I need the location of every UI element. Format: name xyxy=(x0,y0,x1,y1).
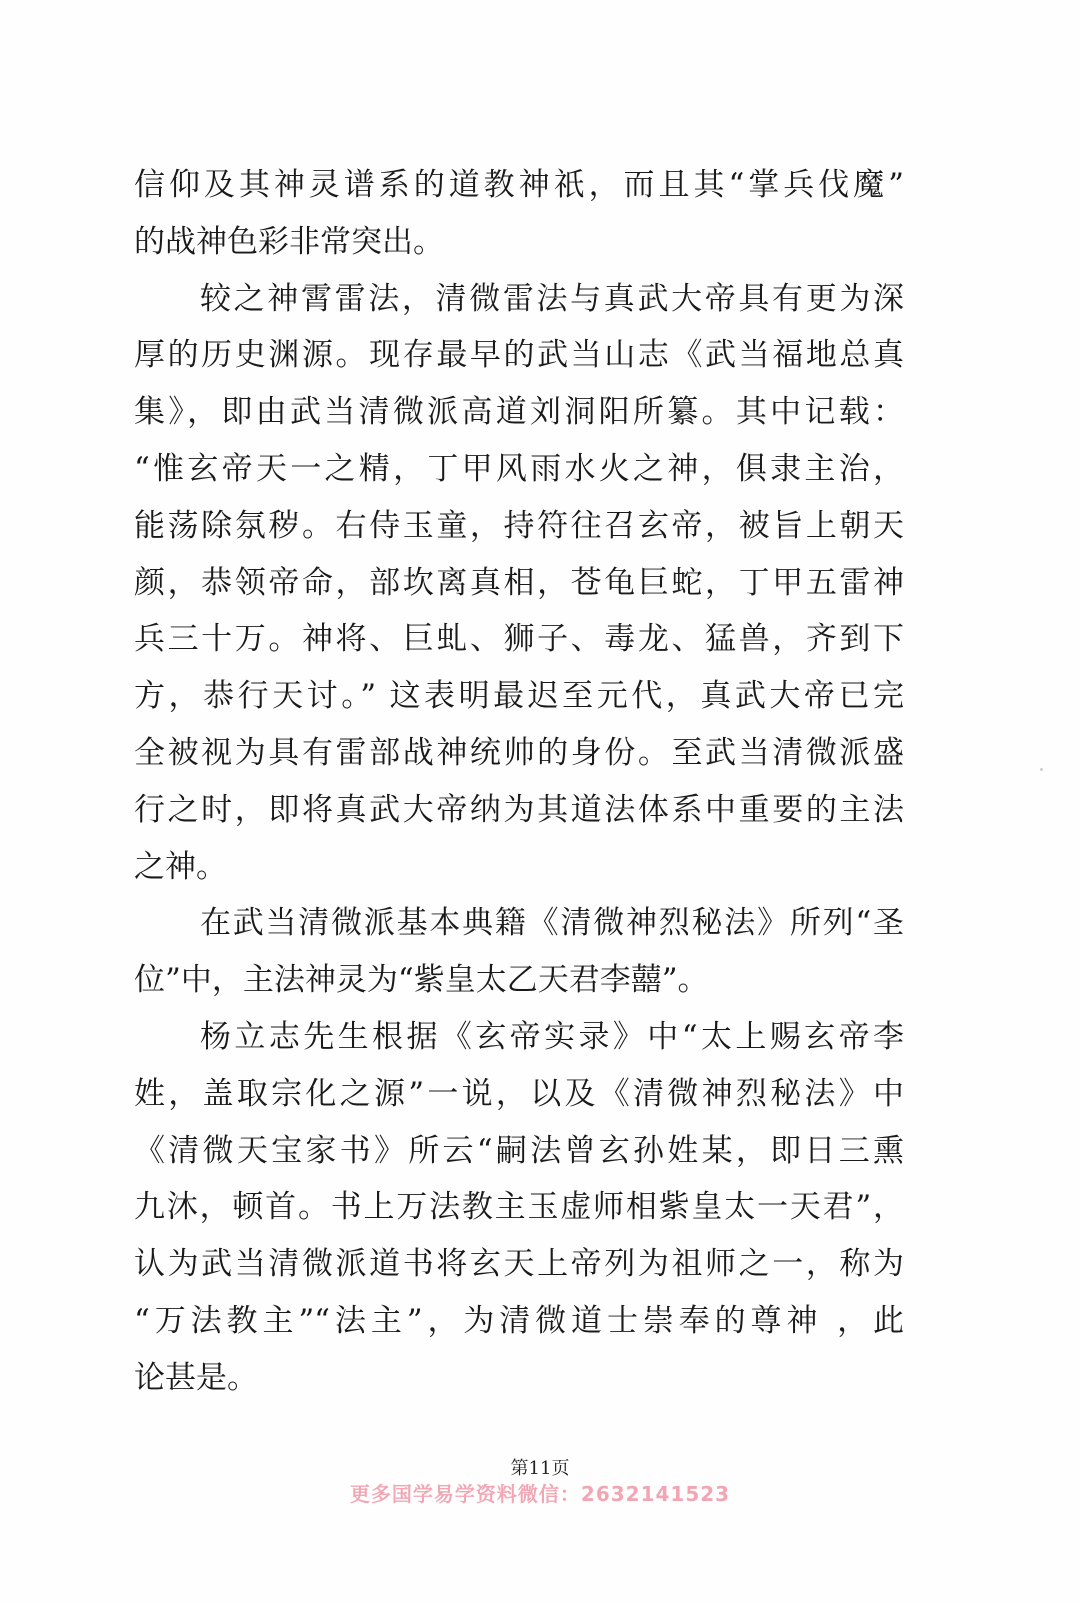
text-line: 行之时，即将真武大帝纳为其道法体系中重要的主法 xyxy=(134,791,904,828)
body-text xyxy=(134,157,904,1407)
text-line: 较之神霄雷法，清微雷法与真武大帝具有更为深 xyxy=(200,280,904,317)
text-line: 的战神色彩非常突出。 xyxy=(134,223,444,260)
text-line: “万法教主”“法主”，为清微道士崇奉的尊神 ，此 xyxy=(134,1302,904,1339)
text-line: 姓，盖取宗化之源”一说，以及《清微神烈秘法》中 xyxy=(134,1075,904,1112)
text-line: 兵三十万。神将、巨虬、狮子、毒龙、猛兽，齐到下 xyxy=(134,621,904,658)
text-line: 之神。 xyxy=(134,848,227,885)
text-line: 九沐，顿首。书上万法教主玉虚师相紫皇太一天君”， xyxy=(134,1189,904,1226)
text-line: 全被视为具有雷部战神统帅的身份。至武当清微派盛 xyxy=(134,734,904,771)
text-line: 厚的历史渊源。现存最早的武当山志《武当福地总真 xyxy=(134,337,904,374)
page-number: 第11页 xyxy=(510,1458,570,1479)
text-line: 方，恭行天讨。” 这表明最迟至元代，真武大帝已完 xyxy=(134,678,904,715)
text-line: 集》，即由武当清微派高道刘洞阳所纂。其中记载： xyxy=(134,394,904,431)
text-line: “惟玄帝天一之精，丁甲风雨水火之神，俱隶主治， xyxy=(134,450,904,487)
text-line: 论甚是。 xyxy=(134,1359,258,1396)
text-line: 能荡除氛秽。右侍玉童，持符往召玄帝，被旨上朝天 xyxy=(134,507,904,544)
text-line: 颜，恭领帝命，部坎离真相，苍龟巨蛇，丁甲五雷神 xyxy=(134,564,904,601)
text-line: 信仰及其神灵谱系的道教神祇，而且其“掌兵伐魔” xyxy=(134,167,904,203)
text-line: 认为武当清微派道书将玄天上帝列为祖师之一，称为 xyxy=(134,1246,904,1283)
text-line: 在武当清微派基本典籍《清微神烈秘法》所列“圣 xyxy=(200,905,904,942)
text-line: 《清微天宝家书》所云“嗣法曾玄孙姓某，即日三熏 xyxy=(134,1132,904,1169)
watermark-text: 更多国学易学资料微信：2632141523 xyxy=(349,1482,731,1506)
text-line: 杨立志先生根据《玄帝实录》中“太上赐玄帝李 xyxy=(200,1018,904,1055)
scan-speck xyxy=(1040,768,1043,771)
text-line: 位”中，主法神灵为“紫皇太乙天君李囍”。 xyxy=(134,962,709,999)
